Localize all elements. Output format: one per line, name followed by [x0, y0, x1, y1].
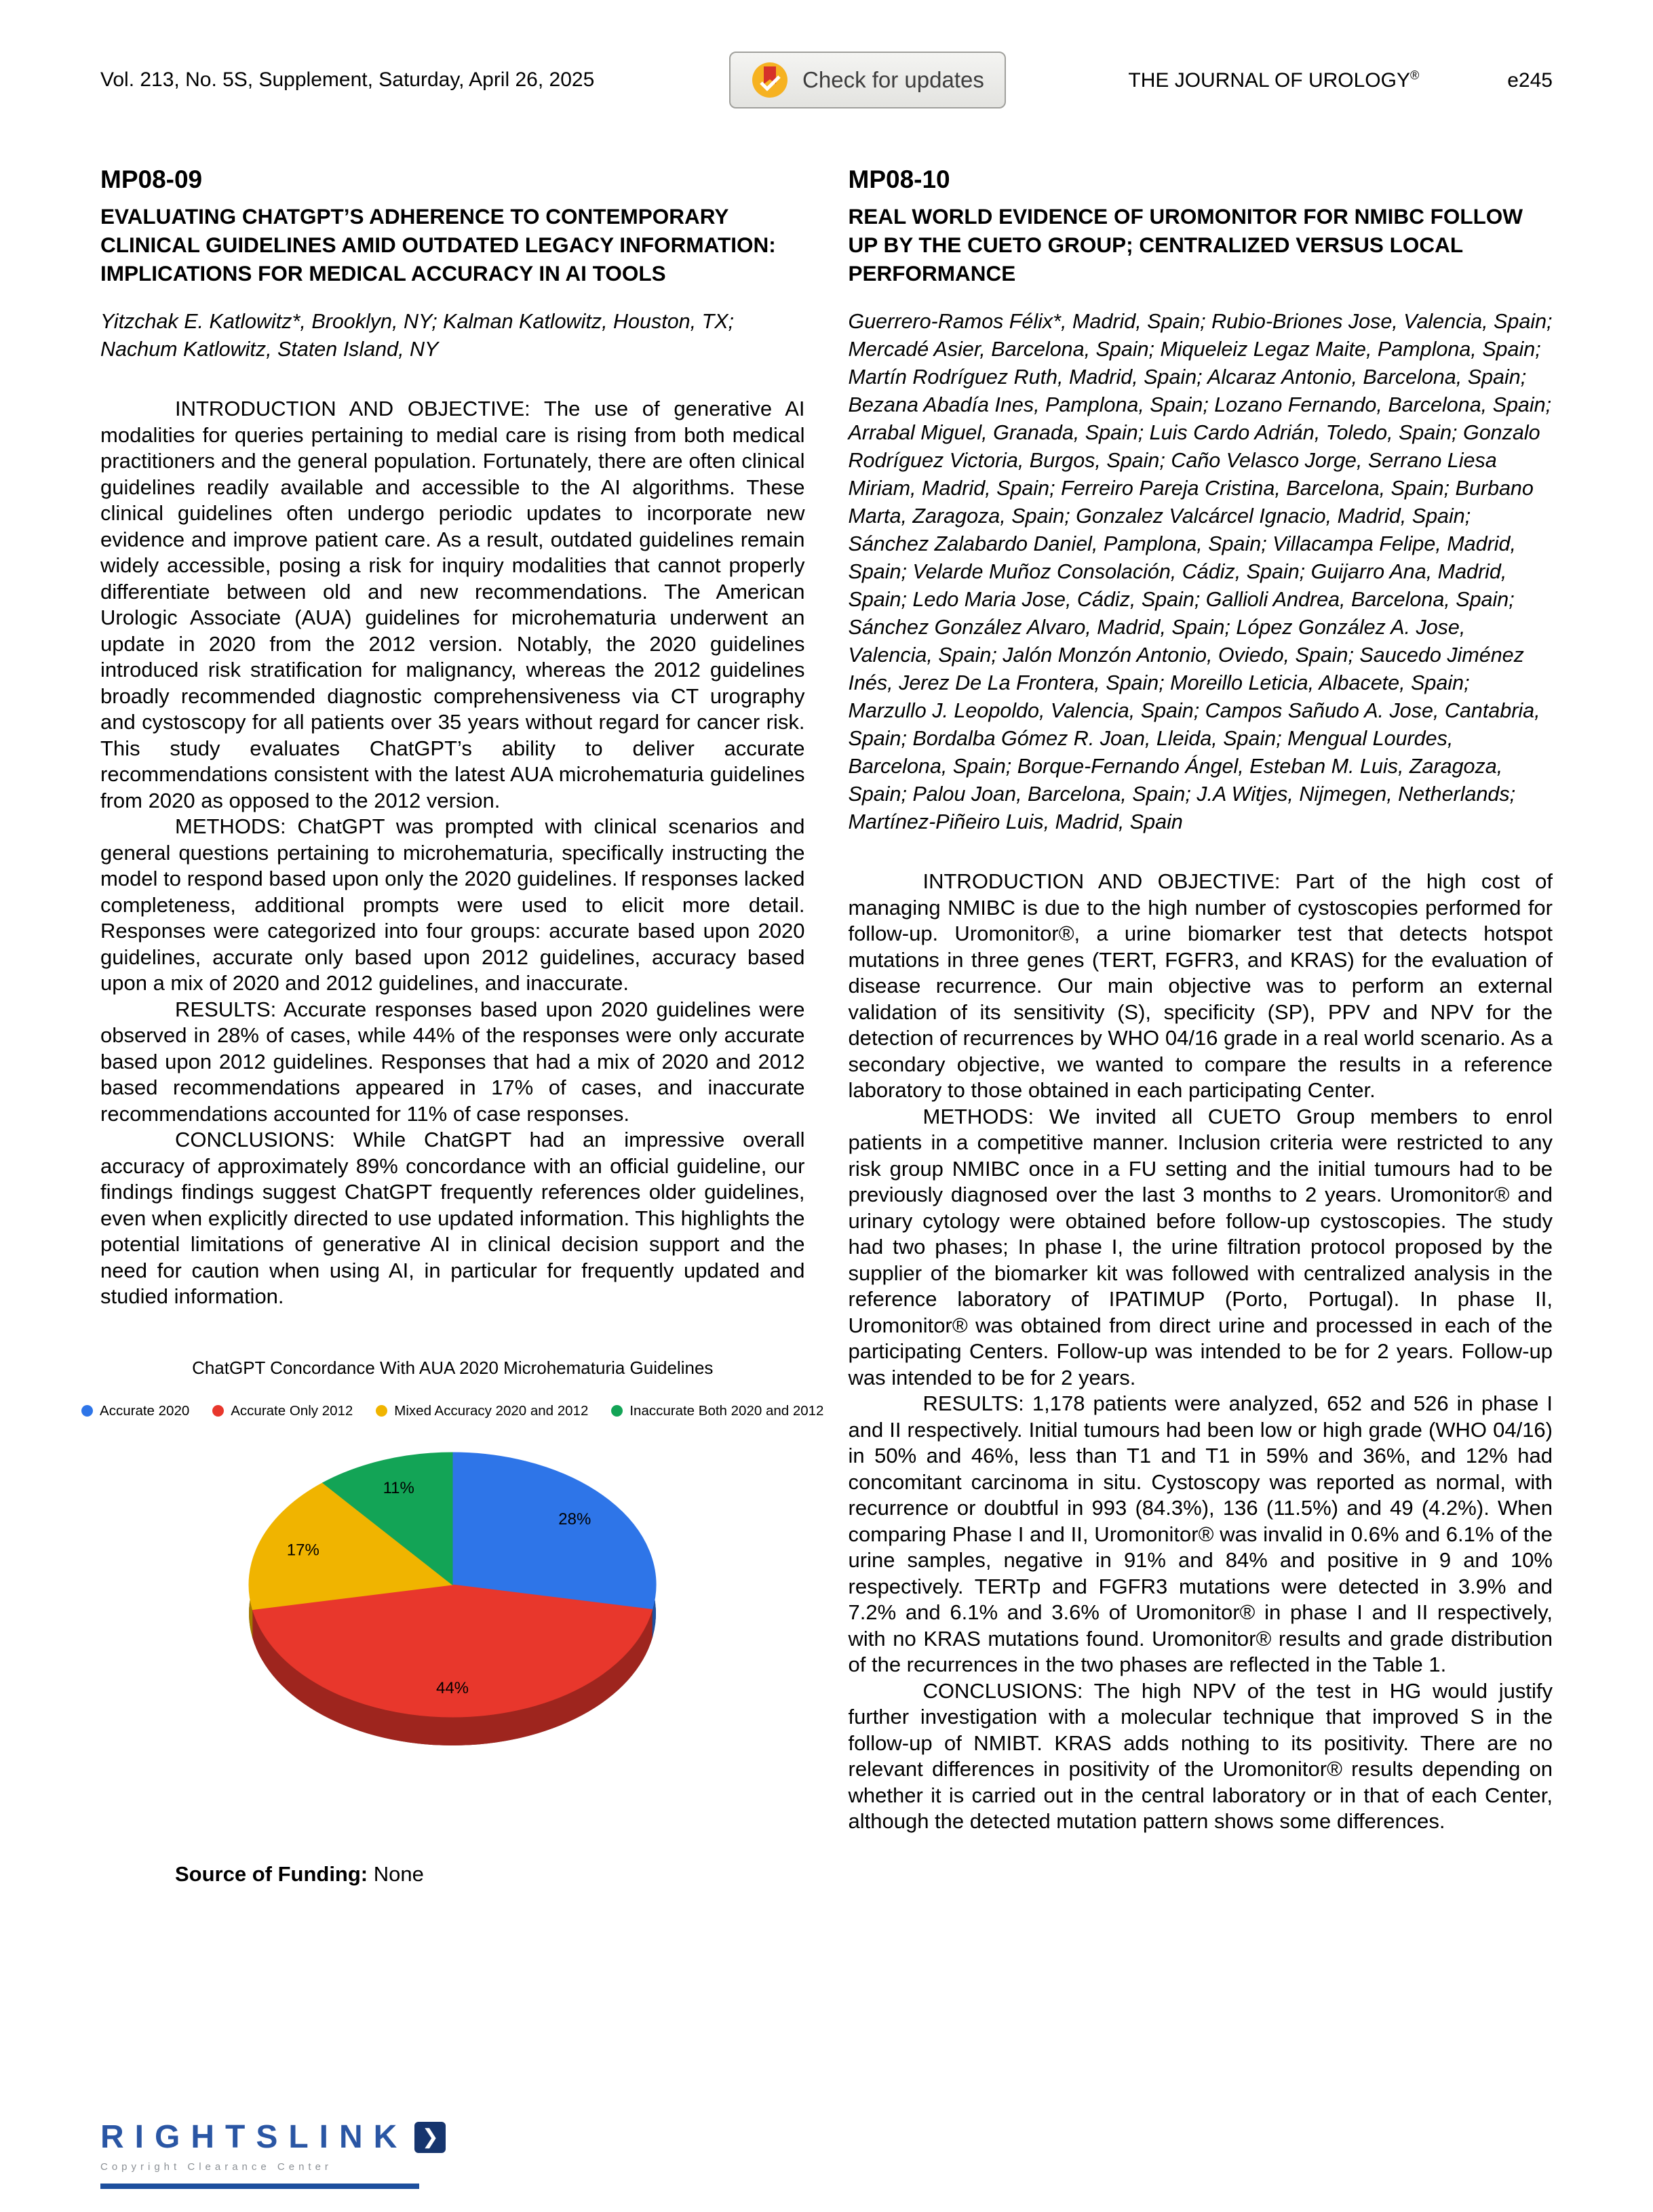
abstract-id: MP08-10 — [848, 165, 950, 193]
abstract-authors: Yitzchak E. Katlowitz*, Brooklyn, NY; Kalman Katlowitz, Houston, TX; Nachum Katlowitz, Staten Island, NY — [100, 310, 735, 361]
abstract-authors: Guerrero-Ramos Félix*, Madrid, Spain; Rubio-Briones Jose, Valencia, Spain; Mercadé Asier, Barcelona, Spain; Miqueleiz Legaz Maite, Pamplona, Spain; Martín Rodríguez Ruth, Madrid, Spain; Alcaraz Antonio, Barcelona, Spain; Bezana Abadía Ines, Pamplona, Spain; Lozano Fernando, Barcelona, Spain; Arrabal Miguel, Granada, Spain; Luis Cardo Adrián, Toledo, Spain; Gonzalo Rodríguez Victoria, Burgos, Spain; Caño Velasco Jorge, Serrano Liesa Miriam, Madrid, Spain; Ferreiro Pareja Cristina, Barcelona, Spain; Burbano Marta, Zaragoza, Spain; Gonzalez Valcárcel Ignacio, Madrid, Spain; Sánchez Zalabardo Daniel, Pamplona, Spain; Villacampa Felipe, Madrid, Spain; Velarde Muñoz Consolación, Cádiz, Spain; Guijarro Ana, Madrid, Spain; Ledo Maria Jose, Cádiz, Spain; Gallioli Andrea, Barcelona, Spain; Sánchez González Alvaro, Madrid, Spain; López González A. Jose, Valencia, Spain; Jalón Monzón Antonio, Oviedo, Spain; Saucedo Jiménez Inés, Jerez De La Frontera, Spain; Moreillo Leticia, Albacete, Spain; Marzullo J. Leopoldo, Valencia, Spain; Campos Sañudo A. Jose, Cantabria, Spain; Bordalba Gómez R. Joan, Lleida, Spain; Mengual Lourdes, Barcelona, Spain; Borque-Fernando Ángel, Esteban M. Luis, Zaragoza, Spain; Palou Joan, Barcelona, Spain; J.A Witjes, Nijmegen, Netherlands; Martínez-Piñeiro Luis, Madrid, Spain — [848, 310, 1553, 833]
pie-slice-label: 11% — [383, 1478, 415, 1497]
journal-name: THE JOURNAL OF UROLOGY® — [1128, 68, 1420, 92]
legend-swatch — [376, 1405, 387, 1417]
funding-label: Source of Funding: — [175, 1861, 368, 1886]
check-for-updates-button[interactable] — [729, 52, 1006, 108]
funding-line — [100, 1862, 805, 1887]
legend-label: Mixed Accuracy 2020 and 2012 — [394, 1402, 589, 1419]
rightslink-tagline: Copyright Clearance Center — [100, 2161, 332, 2173]
chart-legend — [100, 1402, 824, 1419]
page-footer — [100, 2118, 446, 2189]
methods-paragraph: METHODS: We invited all CUETO Group members to enrol patients in a competitive manner. Inclusion criteria were restricted to any risk group NMIBC once in a FU setting and the initial tumours had to be previously diagnosed over the last 3 months to 2 years. Uromonitor® and urinary cytology were obtained before follow-up cystoscopies. The study had two phases; In phase I, the urine filtration protocol proposed by the supplier of the biomarker kit was followed with centralized analysis in the reference laboratory of IPATIMUP (Porto, Portugal). In phase II, Uromonitor® was obtained from direct urine and processed in each of the participating Centers. Follow-up was intended to be for 2 years. Follow-up was intended to be for 2 years. — [848, 1104, 1553, 1389]
header-right — [1006, 68, 1553, 92]
footer-rule — [100, 2184, 419, 2189]
funding-value: None — [373, 1861, 424, 1886]
legend-swatch — [611, 1405, 623, 1417]
abstract-title: EVALUATING CHATGPT’S ADHERENCE TO CONTEMPORARY CLINICAL GUIDELINES AMID OUTDATED LEGACY INFORMATION: IMPLICATIONS FOR MEDICAL ACCURACY IN AI TOOLS — [100, 204, 776, 285]
pie-slice — [452, 1453, 656, 1610]
abstract-title: REAL WORLD EVIDENCE OF UROMONITOR FOR NMIBC FOLLOW UP BY THE CUETO GROUP; CENTRALIZED VERSUS LOCAL PERFORMANCE — [848, 204, 1523, 285]
page-header — [100, 52, 1553, 108]
registered-mark: ® — [1409, 68, 1420, 82]
rightslink-logo[interactable] — [100, 2118, 446, 2156]
legend-item — [81, 1403, 189, 1419]
check-for-updates-label: Check for updates — [802, 67, 984, 92]
pie-slice-label: 17% — [287, 1540, 320, 1559]
pie-slice-label: 28% — [558, 1509, 591, 1528]
legend-label: Inaccurate Both 2020 and 2012 — [629, 1402, 824, 1419]
results-paragraph: RESULTS: Accurate responses based upon 2020 guidelines were observed in 28% of cases, while 44% of the responses were only accurate based upon 2012 guidelines. Responses that had a mix of 2020 and 2012 based recommendations appeared in 17% of cases, and inaccurate recommendations accounted for 11% of case responses. — [100, 997, 805, 1126]
abstract-mp08-09 — [100, 165, 824, 1887]
chart-title: ChatGPT Concordance With AUA 2020 Microhematuria Guidelines — [192, 1357, 714, 1378]
results-paragraph: RESULTS: 1,178 patients were analyzed, 652 and 526 in phase I and II respectively. Initial tumours had been low or high grade (WHO 04/16) in 50% and 46%, less than T1 and T1 in 59% and 36%, and 12% had concomitant carcinoma in situ. Cystoscopy was reported as normal, with recurrence or doubtful in 993 (84.3%), 136 (11.5%) and 49 (4.2%). When comparing Phase I and II, Uromonitor® was invalid in 0.6% and 6.1% of the urine samples, negative in 91% and 84% and positive in 9 and 10% respectively. TERTp and FGFR3 mutations were detected in 3.9% and 7.2% and 6.1% and 3.6% of Uromonitor® in phase I and II respectively, with no KRAS mutations found. Uromonitor® results and grade distribution of the recurrences in the two phases are reflected in the Table 1. — [848, 1391, 1553, 1676]
rightslink-arrow-icon: ❯ — [414, 2122, 446, 2153]
issue-info: Vol. 213, No. 5S, Supplement, Saturday, April 26, 2025 — [100, 68, 595, 91]
abstract-mp08-10 — [849, 165, 1553, 1887]
legend-label: Accurate Only 2012 — [231, 1402, 353, 1419]
crossmark-icon — [751, 61, 789, 99]
legend-item — [376, 1403, 588, 1419]
legend-item — [212, 1403, 353, 1419]
legend-item — [611, 1403, 823, 1419]
methods-paragraph: METHODS: ChatGPT was prompted with clinical scenarios and general questions pertaining to microhematuria, specifically instructing the model to respond based upon only the 2020 guidelines. If responses lacked completeness, additional prompts were used to elicit more detail. Responses were categorized into four groups: accurate based upon 2020 guidelines, accurate only based upon 2012 guidelines, accuracy based upon a mix of 2020 and 2012 guidelines, and inaccurate. — [100, 814, 805, 995]
legend-swatch — [212, 1405, 224, 1417]
pie-chart-figure — [100, 1357, 824, 1805]
pie-slice-label: 44% — [436, 1678, 469, 1697]
two-column-layout — [100, 165, 1553, 1887]
conclusions-paragraph: CONCLUSIONS: The high NPV of the test in HG would justify further investigation with a molecular technique that improved S in the follow-up of NMIBT. KRAS adds nothing to its positivity. There are no relevant differences in positivity of the Uromonitor® results depending on whether it is carried out in the central laboratory or in that of each Center, although the detected mutation pattern shows some differences. — [848, 1678, 1553, 1833]
legend-label: Accurate 2020 — [100, 1402, 190, 1419]
legend-swatch — [81, 1405, 93, 1417]
page-number: e245 — [1507, 68, 1553, 92]
conclusions-paragraph: CONCLUSIONS: While ChatGPT had an impressive overall accuracy of approximately 89% concordance with an official guideline, our findings findings suggest ChatGPT frequently references older guidelines, even when explicitly directed to use updated information. This highlights the potential limitations of generative AI in clinical decision support and the need for caution when using AI, in particular for frequently updated and studied information. — [100, 1128, 805, 1308]
abstract-id: MP08-09 — [100, 165, 203, 193]
intro-paragraph: INTRODUCTION AND OBJECTIVE: The use of generative AI modalities for queries pertaining to medial care is rising from both medical practitioners and the general population. Fortunately, there are often clinical guidelines readily available and accessible to the AI algorithms. These clinical guidelines often undergo periodic updates to incorporate new evidence and improve patient care. As a result, outdated guidelines remain widely accessible, posing a risk for inquiry modalities that cannot properly differentiate between old and new recommendations. The American Urologic Associate (AUA) guidelines for microhematuria underwent an update in 2020 from the 2012 version. Notably, the 2020 guidelines introduced risk stratification for malignancy, whereas the 2012 guidelines broadly recommended diagnostic comprehensiveness via CT urography and cystoscopy for all patients over 35 years without regard for cancer risk. This study evaluates ChatGPT’s ability to deliver accurate recommendations consistent with the latest AUA microhematuria guidelines from 2020 as opposed to the 2012 version. — [100, 397, 805, 812]
rightslink-wordmark: RIGHTSLINK — [100, 2119, 408, 2155]
intro-paragraph: INTRODUCTION AND OBJECTIVE: Part of the high cost of managing NMIBC is due to the high number of cystoscopies performed for follow-up. Uromonitor®, a urine biomarker test that detects hotspot mutations in three genes (TERT, FGFR3, and KRAS) for the evaluation of disease recurrence. Our main objective was to perform an external validation of its sensitivity (S), specificity (SP), PPV and NPV for the detection of recurrences by WHO 04/16 grade in a real world scenario. As a secondary objective, we wanted to compare the results in a reference laboratory to those obtained in each participating Center. — [848, 869, 1553, 1102]
pie-chart — [113, 1422, 792, 1802]
